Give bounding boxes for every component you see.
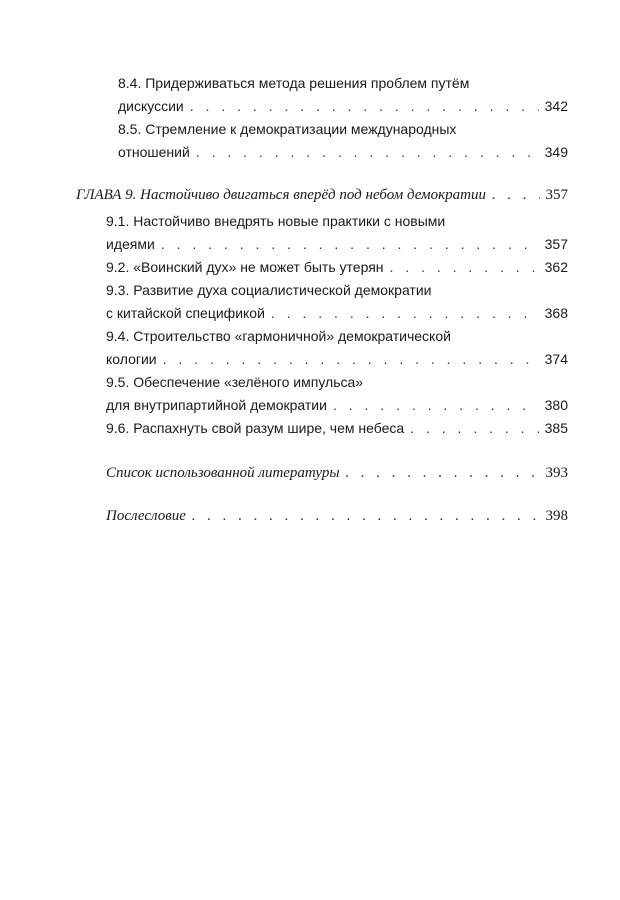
toc-entry-title: 9.1. Настойчиво внедрять новые практики с новыми bbox=[106, 213, 446, 229]
toc-entry-title: 8.4. Придерживаться метода решения проблем путём bbox=[118, 75, 470, 91]
toc-entry-line bbox=[118, 72, 568, 94]
toc-entry-line bbox=[106, 302, 568, 324]
toc-entry-line bbox=[106, 394, 568, 416]
page-number: 393 bbox=[545, 465, 568, 481]
toc-entry-title: 9.5. Обеспечение «зелёного импульса» bbox=[106, 374, 364, 390]
page-number: 380 bbox=[544, 397, 568, 413]
dot-leader bbox=[163, 348, 539, 370]
toc-entry-line bbox=[106, 417, 568, 439]
page-number: 362 bbox=[544, 259, 568, 275]
page-number: 357 bbox=[545, 187, 568, 203]
toc-entry-title-cont: для внутрипартийной демократии bbox=[106, 397, 327, 413]
toc-entry-title-cont: отношений bbox=[118, 144, 190, 160]
toc-entry-title: 9.6. Распахнуть свой разум шире, чем небеса bbox=[106, 420, 405, 436]
toc-entry-title: 9.4. Строительство «гармоничной» демократической bbox=[106, 328, 451, 344]
toc-entry-title-cont: дискуссии bbox=[118, 98, 184, 114]
toc-entry-title-cont: с китайской спецификой bbox=[106, 305, 265, 321]
afterword-title: Послесловие bbox=[106, 508, 186, 524]
toc-entry-title-cont: идеями bbox=[106, 236, 155, 252]
page-number: 368 bbox=[544, 305, 568, 321]
references-title: Список использованной литературы bbox=[106, 465, 340, 481]
dot-leader bbox=[196, 141, 539, 163]
toc-entry-line bbox=[106, 233, 568, 255]
dot-leader bbox=[333, 394, 539, 416]
toc-entry-line bbox=[106, 210, 568, 232]
toc-entry-line bbox=[76, 184, 568, 206]
page-number: 357 bbox=[544, 236, 568, 252]
dot-leader bbox=[190, 95, 539, 117]
toc-entry-line bbox=[106, 256, 568, 278]
dot-leader bbox=[492, 184, 540, 206]
toc-entry-line bbox=[118, 95, 568, 117]
toc-entry-title: 9.3. Развитие духа социалистической демократии bbox=[106, 282, 432, 298]
toc-entry-title-cont: кологии bbox=[106, 351, 157, 367]
chapter-title: ГЛАВА 9. Настойчиво двигаться вперёд под небом демократии bbox=[76, 187, 486, 203]
toc-entry-title: 9.2. «Воинский дух» не может быть утерян bbox=[106, 259, 384, 275]
dot-leader bbox=[390, 256, 539, 278]
toc-entry-line bbox=[106, 371, 568, 393]
toc-entry-line bbox=[106, 462, 568, 484]
toc-entry-title: 8.5. Стремление к демократизации международных bbox=[118, 121, 457, 137]
dot-leader bbox=[161, 233, 539, 255]
dot-leader bbox=[346, 462, 540, 484]
dot-leader bbox=[192, 505, 540, 527]
dot-leader bbox=[410, 417, 538, 439]
toc-entry-line bbox=[106, 348, 568, 370]
page-number: 385 bbox=[544, 420, 568, 436]
page-number: 374 bbox=[544, 351, 568, 367]
page-number: 398 bbox=[545, 508, 568, 524]
page-number: 349 bbox=[544, 144, 568, 160]
dot-leader bbox=[271, 302, 539, 324]
toc-entry-line bbox=[106, 325, 568, 347]
page-number: 342 bbox=[544, 98, 568, 114]
toc-entry-line bbox=[118, 141, 568, 163]
toc-entry-line bbox=[106, 505, 568, 527]
toc-entry-line bbox=[106, 279, 568, 301]
toc-entry-line bbox=[118, 118, 568, 140]
